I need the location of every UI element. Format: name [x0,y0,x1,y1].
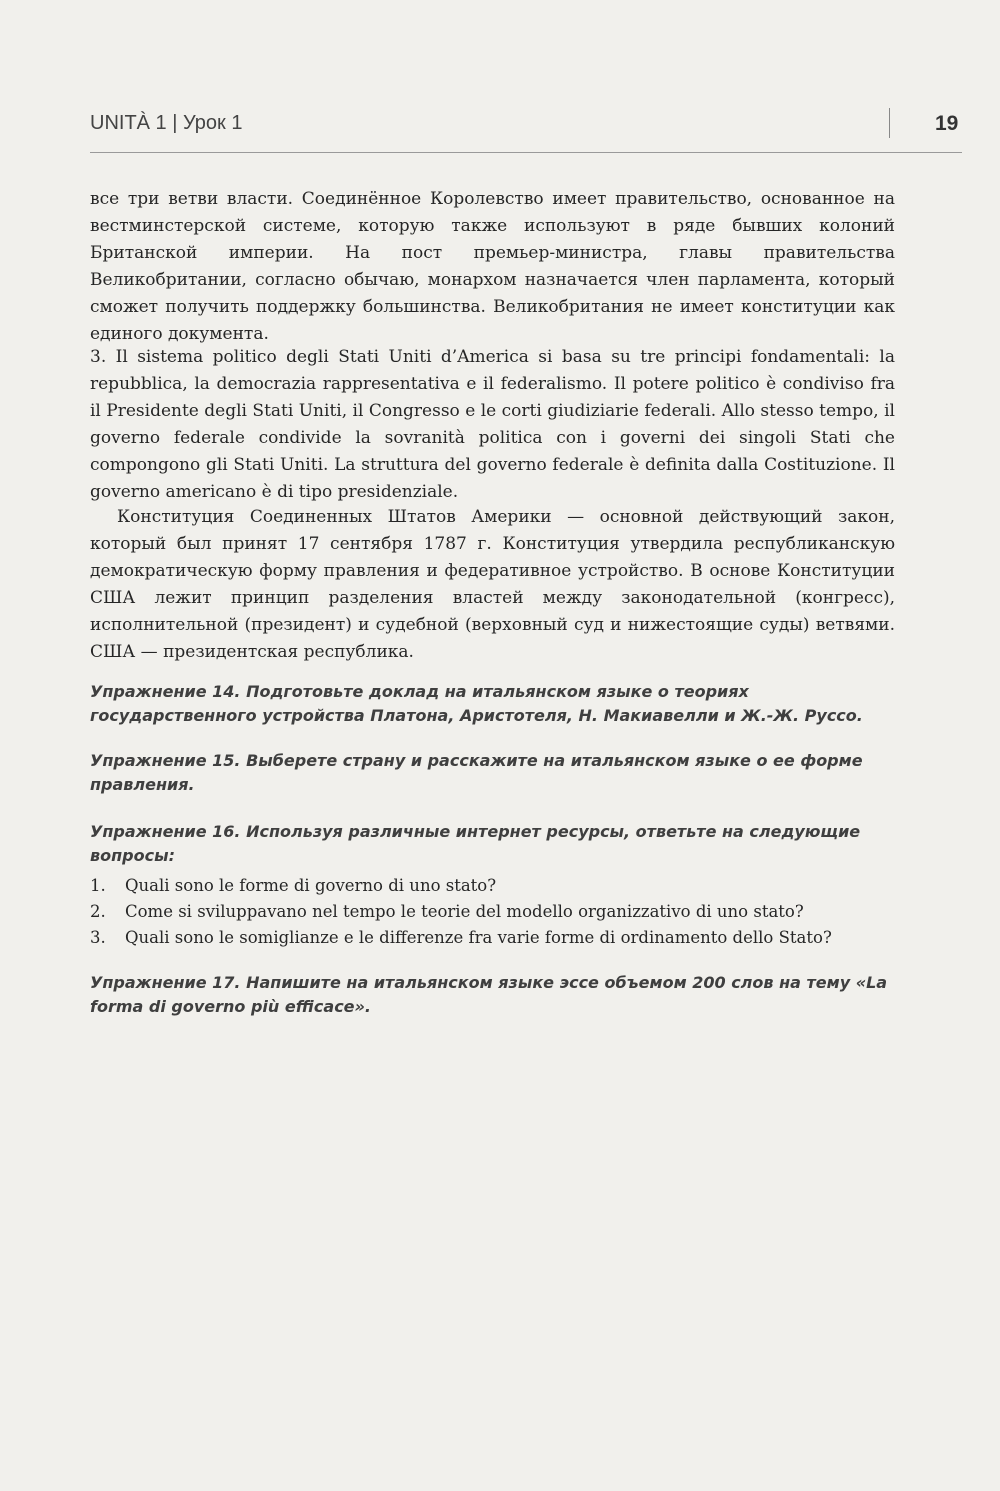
question-list [90,873,910,951]
header-rule [90,152,962,153]
page-number: 19 [935,112,959,135]
exercise-15: Упражнение 15. Выберете страну и расскажите на итальянском языке о ее форме правления. [90,751,863,794]
question-text: Quali sono le somiglianze e le differenze fra varie forme di ordinamento dello Stato? [125,928,832,947]
question-number: 1. [90,876,106,895]
question-number: 2. [90,902,106,921]
exercise-14: Упражнение 14. Подготовьте доклад на итальянском языке о теориях государственного устройства Платона, Аристотеля, Н. Макиавелли и Ж.-Ж. Руссо. [90,682,863,725]
question-number: 3. [90,928,106,947]
question-text: Quali sono le forme di governo di uno stato? [125,876,497,895]
paragraph-usa-italian: 3. Il sistema politico degli Stati Uniti d’America si basa su tre principi fondamentali: la repubblica, la democrazia rappresentativa e il federalismo. Il potere politico è condiviso fra il Presidente degli Stati Uniti, il Congresso e le corti giudiziarie federali. Allo stesso tempo, il governo federale condivide la sovranità politica con i governi dei singoli Stati che compongono gli Stati Uniti. La struttura del governo federale è definita dalla Costituzione. Il governo americano è di tipo presidenziale. [90,347,895,502]
header-separator [889,108,890,138]
list-item [90,899,910,925]
exercise-16: Упражнение 16. Используя различные интернет ресурсы, ответьте на следующие вопросы: [90,822,861,865]
running-header: UNITÀ 1 | Урок 1 [90,112,243,134]
list-item [90,925,910,951]
exercise-17: Упражнение 17. Напишите на итальянском языке эссе объемом 200 слов на тему «La forma di governo più efficace». [90,973,888,1016]
paragraph-uk-government: все три ветви власти. Соединённое Королевство имеет правительство, основанное на вестминстерской системе, которую также используют в ряде бывших колоний Британской империи. На пост премьер-министра, главы правительства Великобритании, согласно обычаю, монархом назначается член парламента, который сможет получить поддержку большинства. Великобритания не имеет конституции как единого документа. [90,189,895,344]
paragraph-usa-constitution: Конституция Соединенных Штатов Америки — основной действующий закон, который был принят 17 сентября 1787 г. Конституция утвердила республиканскую демократическую форму правления и федеративное устройство. В основе Конституции США лежит принцип разделения властей между законодательной (конгресс), исполнительной (президент) и судебной (верховный суд и нижестоящие суды) ветвями. США — президентская республика. [90,507,895,662]
question-text: Come si sviluppavano nel tempo le teorie del modello organizzativo di uno stato? [125,902,804,921]
list-item [90,873,910,899]
